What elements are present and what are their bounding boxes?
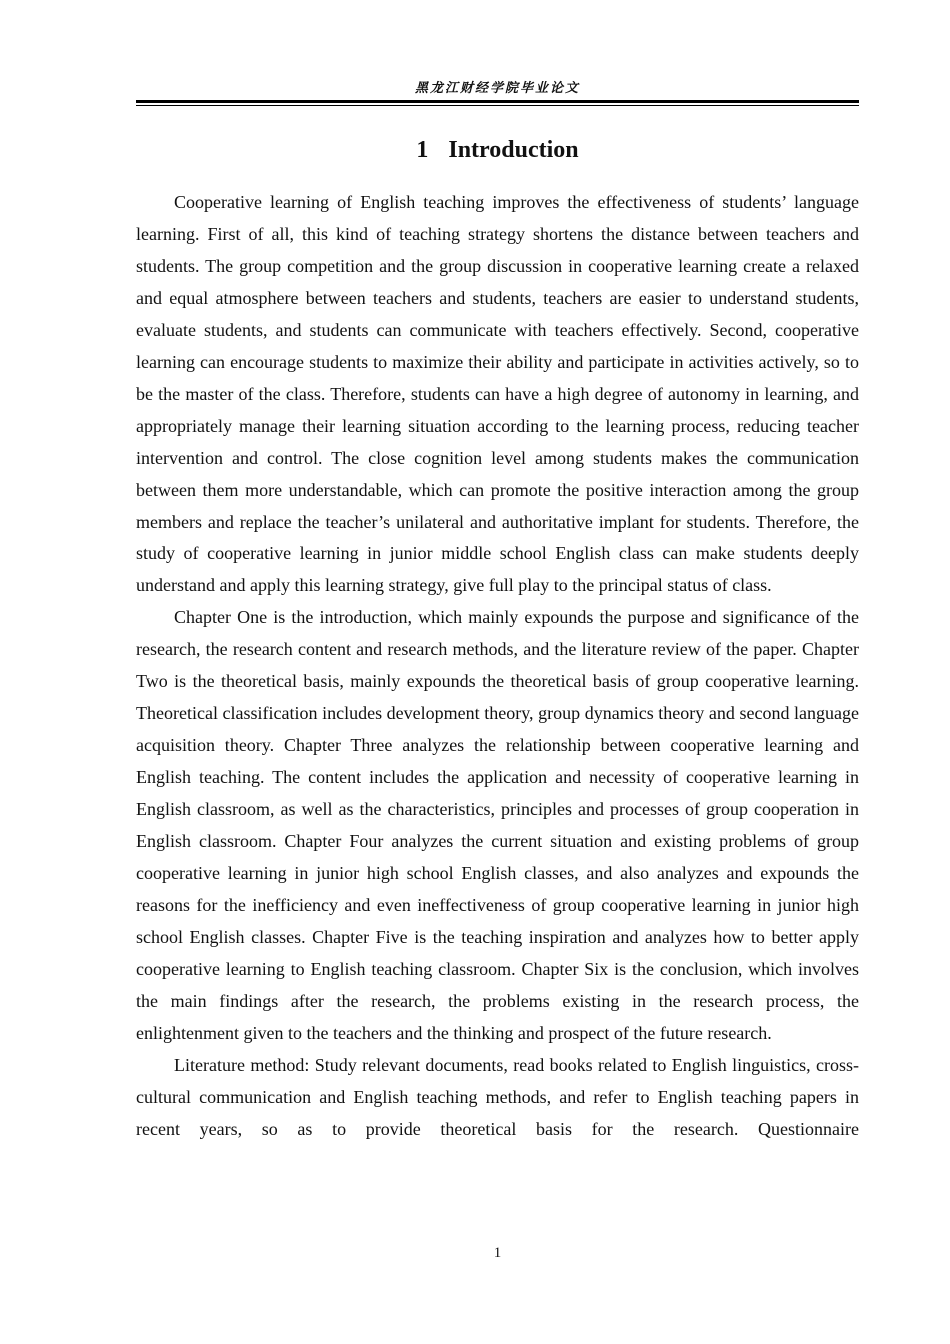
- body-text: [136, 187, 859, 1146]
- header-rule-thick: [136, 100, 859, 103]
- chapter-title: Introduction: [448, 137, 579, 163]
- paragraph: Literature method: Study relevant documents, read books related to English linguistics, cross-cultural communication and English teaching methods, and refer to English teaching papers in recent years, so as to provide theoretical basis for the research. Questionnaire: [136, 1054, 859, 1139]
- running-header: 黑龙江财经学院毕业论文: [414, 81, 580, 96]
- header-rule-thin: [136, 105, 859, 106]
- chapter-number: 1: [416, 137, 429, 163]
- chapter-heading: [136, 134, 859, 166]
- page-number: 1: [493, 1245, 502, 1261]
- paragraph: Chapter One is the introduction, which mainly expounds the purpose and significance of the research, the research content and research methods, and the literature review of the paper. Chapter Two is the theoretical basis, mainly expounds the theoretical basis of group cooperative learning. Theoretical classification includes development theory, group dynamics theory and second language acquisition theory. Chapter Three analyzes the relationship between cooperative learning and English teaching. The content includes the application and necessity of cooperative learning in English classroom, as well as the characteristics, principles and processes of group cooperation in English classroom. Chapter Four analyzes the current situation and existing problems of group cooperative learning in junior high school English classes, and also analyzes and expounds the reasons for the inefficiency and even ineffectiveness of group cooperative learning in junior high school English classes. Chapter Five is the teaching inspiration and analyzes how to better apply cooperative learning to English teaching classroom. Chapter Six is the conclusion, which involves the main findings after the research, the problems existing in the research process, the enlightenment given to the teachers and the thinking and prospect of the future research.: [136, 607, 859, 1043]
- paragraph: Cooperative learning of English teaching improves the effectiveness of students’ language learning. First of all, this kind of teaching strategy shortens the distance between teachers and students. The group competition and the group discussion in cooperative learning create a relaxed and equal atmosphere between teachers and students, teachers are easier to understand students, evaluate students, and students can communicate with teachers effectively. Second, cooperative learning can encourage students to maximize their ability and participate in activities actively, so to be the master of the class. Therefore, students can have a high degree of autonomy in learning, and appropriately manage their learning situation according to the learning process, reducing teacher intervention and control. The close cognition level among students makes the communication between them more understandable, which can promote the positive interaction among the group members and replace the teacher’s unilateral and authoritative implant for students. Therefore, the study of cooperative learning in junior middle school English class can make students deeply understand and apply this learning strategy, give full play to the principal status of class.: [136, 192, 859, 596]
